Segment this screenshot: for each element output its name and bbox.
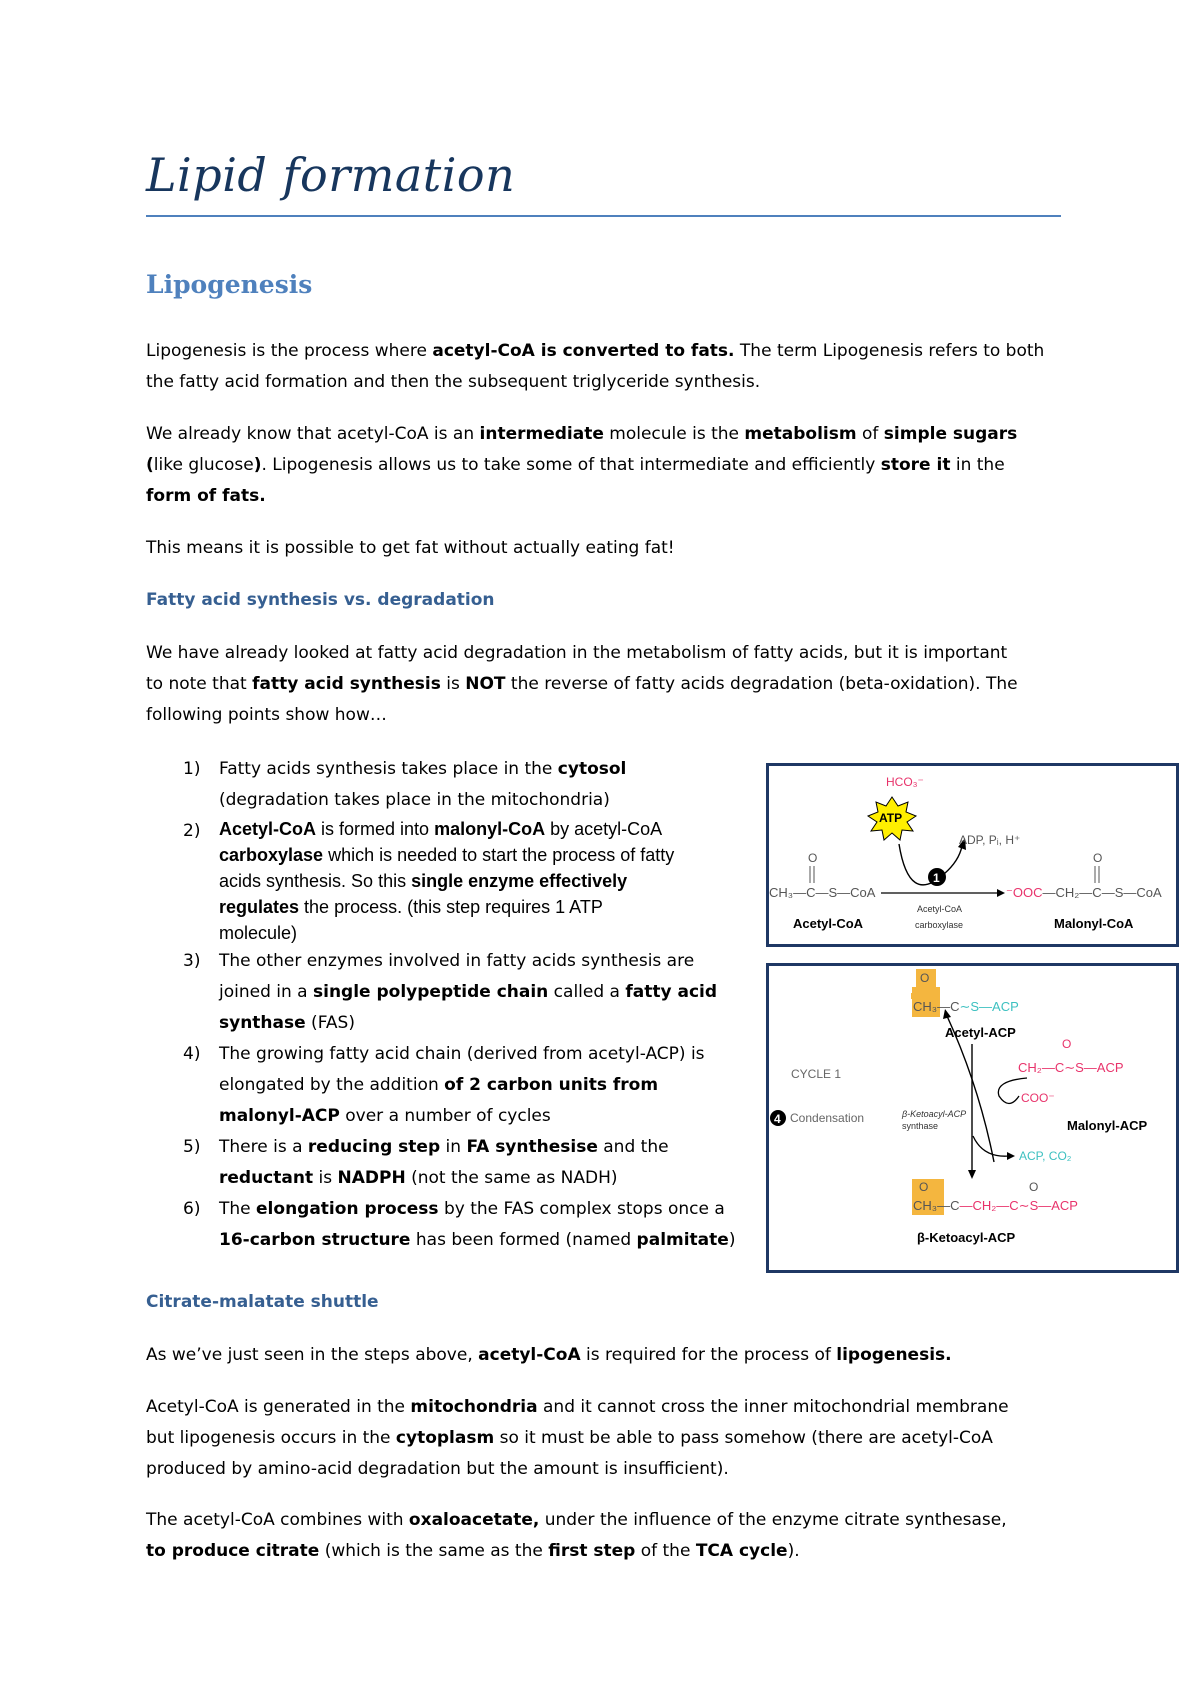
ketoacyl-acp-formula: CH₃—C—CH₂—C∼S—ACP [913, 1198, 1078, 1213]
paragraph-fat-without-fat [146, 533, 1061, 564]
text-line [219, 1132, 746, 1163]
text-line [219, 754, 746, 785]
bold-text-run: ( [146, 455, 154, 475]
text-run: called a [548, 982, 626, 1002]
acetyl-coa-label: Acetyl-CoA [793, 916, 864, 931]
acetyl-acp-label: Acetyl-ACP [945, 1025, 1016, 1040]
list-item-text [219, 754, 746, 816]
condensation-cycle-figure [766, 963, 1179, 1273]
text-run: the reverse of fatty acids degradation (beta-oxidation). The [505, 674, 1018, 694]
text-line [146, 367, 1061, 398]
text-run: in the [950, 455, 1005, 475]
products-label: ADP, Pᵢ, H⁺ [959, 833, 1021, 847]
acp-co2-label: ACP, CO₂ [1019, 1149, 1072, 1163]
text-run: There is a [219, 1137, 308, 1157]
text-line [219, 1070, 746, 1101]
text-line [219, 1101, 746, 1132]
text-line [146, 1392, 1061, 1423]
arrowhead-icon [968, 1170, 976, 1179]
text-run: but lipogenesis occurs in the [146, 1428, 396, 1448]
bold-text-run: single polypeptide chain [313, 982, 549, 1002]
text-run: the fatty acid formation and then the subsequent triglyceride synthesis. [146, 372, 761, 392]
atp-label: ATP [879, 811, 903, 825]
text-run: Lipogenesis is the process where [146, 341, 433, 361]
text-run: We have already looked at fatty acid degradation in the metabolism of fatty acids, but it is important [146, 643, 1008, 663]
text-line [146, 669, 1061, 700]
hco3-label: HCO₃⁻ [886, 775, 924, 789]
acetyl-coa-carboxylase-figure [766, 763, 1179, 947]
text-line [219, 842, 746, 868]
text-run: The term Lipogenesis refers to both [734, 341, 1045, 361]
text-line [146, 450, 1061, 481]
bold-text-run: fatty acid synthesis [252, 674, 441, 694]
text-run: Fatty acids synthesis takes place in the [219, 759, 558, 779]
bold-text-run: single enzyme effectively [411, 871, 628, 891]
text-run: molecule) [219, 923, 298, 943]
carboxylate-label: COO⁻ [1021, 1091, 1055, 1105]
text-run: (FAS) [305, 1013, 355, 1033]
acetyl-oxygen-label: O [808, 851, 818, 865]
list-item-number: 4) [183, 1044, 201, 1064]
text-run: to note that [146, 674, 253, 694]
ketoacyl-acp-label: β-Ketoacyl-ACP [917, 1230, 1016, 1245]
text-line [219, 1194, 746, 1225]
text-line [146, 419, 1061, 450]
text-run: We already know that acetyl-CoA is an [146, 424, 480, 444]
paragraph-acetyl-coa-required [146, 1340, 1061, 1371]
text-run: As we’ve just seen in the steps above, [146, 1345, 479, 1365]
bold-text-run: NOT [465, 674, 506, 694]
text-run: is [440, 674, 466, 694]
text-run: has been formed (named [410, 1230, 637, 1250]
paragraph-citrate-production [146, 1505, 1061, 1567]
text-run: The [219, 1199, 257, 1219]
bold-text-run: oxaloacetate, [408, 1510, 540, 1530]
text-line [219, 946, 746, 977]
text-line [146, 481, 1061, 512]
list-item-number: 1) [183, 759, 201, 779]
text-run: and the [597, 1137, 669, 1157]
text-run: This means it is possible to get fat without actually eating fat! [146, 538, 675, 558]
synthase-label-line2: synthase [902, 1121, 939, 1131]
text-line [146, 1505, 1061, 1536]
section-heading-lipogenesis: Lipogenesis [146, 270, 313, 299]
text-run: in [440, 1137, 467, 1157]
text-run: acids synthesis. So this [219, 871, 412, 891]
list-item-text [219, 816, 746, 946]
bold-text-run: lipogenesis. [836, 1345, 952, 1365]
text-run: and it cannot cross the inner mitochondrial membrane [537, 1397, 1009, 1417]
carboxylase-diagram [769, 766, 1176, 944]
text-line [219, 920, 746, 946]
bold-text-run: mitochondria [410, 1397, 538, 1417]
text-run: so it must be able to pass somehow (there are acetyl-CoA [494, 1428, 993, 1448]
acetyl-coa-formula: CH₃—C—S—CoA [769, 885, 876, 900]
text-run: which is needed to start the process of fatty [323, 845, 675, 865]
bold-text-run: malonyl-ACP [219, 1106, 340, 1126]
list-item [146, 816, 746, 946]
list-item-text [219, 1132, 746, 1194]
bold-text-run: cytosol [557, 759, 627, 779]
text-run: . Lipogenesis allows us to take some of that intermediate and efficiently [261, 455, 881, 475]
text-run: elongated by the addition [219, 1075, 445, 1095]
text-run: The other enzymes involved in fatty acids synthesis are [219, 951, 695, 971]
text-run: by the FAS complex stops once a [438, 1199, 725, 1219]
arrowhead-icon [997, 889, 1005, 897]
text-run: of the [635, 1541, 696, 1561]
text-run: by acetyl-CoA [545, 819, 663, 839]
list-item-number: 3) [183, 951, 201, 971]
text-run: following points show how… [146, 705, 387, 725]
text-line [219, 1039, 746, 1070]
list-item-number: 5) [183, 1137, 201, 1157]
bold-text-run: acetyl-CoA is converted to fats. [432, 341, 735, 361]
bold-text-run: cytoplasm [395, 1428, 495, 1448]
malonyl-coa-formula: ⁻OOC—CH₂—C—S—CoA [1006, 885, 1162, 900]
text-run: (which is the same as the [319, 1541, 549, 1561]
document-title: Lipid formation [146, 148, 516, 202]
condensation-label: Condensation [790, 1111, 865, 1125]
ketoacyl-oxygen-2: O [1029, 1180, 1039, 1194]
bold-text-run: palmitate [636, 1230, 729, 1250]
text-line [219, 1225, 746, 1256]
list-item [146, 1039, 746, 1132]
text-line [146, 336, 1061, 367]
text-run: of [856, 424, 884, 444]
enzyme-label-line1: Acetyl-CoA [917, 904, 963, 914]
text-line [219, 1163, 746, 1194]
bold-text-run: regulates [219, 897, 300, 917]
bold-text-run: FA synthesise [466, 1137, 598, 1157]
bold-text-run: store it [880, 455, 951, 475]
bold-text-run: synthase [219, 1013, 306, 1033]
text-line [219, 977, 746, 1008]
title-underline [146, 215, 1061, 217]
bold-text-run: Acetyl-CoA [219, 819, 317, 839]
text-line [146, 638, 1061, 669]
text-line [146, 1340, 1061, 1371]
list-item-text [219, 946, 746, 1039]
text-run: is formed into [316, 819, 435, 839]
text-line [146, 1536, 1061, 1567]
text-run: like glucose [153, 455, 254, 475]
bold-text-run: NADPH [337, 1168, 406, 1188]
text-line [146, 1454, 1061, 1485]
text-line [146, 1423, 1061, 1454]
text-line [146, 533, 1061, 564]
list-item [146, 754, 746, 816]
acetyl-acp-oxygen: O [920, 971, 930, 985]
malonyl-acp-label: Malonyl-ACP [1067, 1118, 1148, 1133]
bold-text-run: fatty acid [625, 982, 718, 1002]
list-item [146, 1132, 746, 1194]
text-run: ). [787, 1541, 800, 1561]
list-item-number: 2) [183, 821, 201, 841]
list-item [146, 946, 746, 1039]
cycle-label: CYCLE 1 [791, 1067, 842, 1081]
bold-text-run: reducing step [307, 1137, 441, 1157]
malonyl-acp-oxygen: O [1062, 1037, 1072, 1051]
bold-text-run: malonyl-CoA [434, 819, 546, 839]
paragraph-mitochondria-cytoplasm [146, 1392, 1061, 1485]
bold-text-run: 16-carbon structure [219, 1230, 411, 1250]
bold-text-run: elongation process [256, 1199, 439, 1219]
bold-text-run: acetyl-CoA [478, 1345, 581, 1365]
text-run: is required for the process of [580, 1345, 837, 1365]
paragraph-acetyl-coa-intermediate [146, 419, 1061, 512]
text-line [219, 894, 746, 920]
malonyl-acp-formula: CH₂—C∼S—ACP [1018, 1060, 1124, 1075]
bold-text-run: reductant [219, 1168, 314, 1188]
ketoacyl-oxygen-1: O [919, 1180, 929, 1194]
subheading-citrate-malatate-shuttle: Citrate-malatate shuttle [146, 1292, 379, 1312]
text-run: under the influence of the enzyme citrate synthesase, [539, 1510, 1007, 1530]
paragraph-lipogenesis-definition [146, 336, 1061, 398]
bold-text-run: carboxylase [219, 845, 324, 865]
bold-text-run: simple sugars [883, 424, 1018, 444]
malonyl-coa-label: Malonyl-CoA [1054, 916, 1134, 931]
bold-text-run: to produce citrate [146, 1541, 320, 1561]
text-line [219, 1008, 746, 1039]
bold-text-run: metabolism [744, 424, 857, 444]
bold-text-run: form of fats. [146, 486, 266, 506]
bold-text-run: first step [548, 1541, 636, 1561]
list-item-text [219, 1039, 746, 1132]
text-run: The acetyl-CoA combines with [146, 1510, 409, 1530]
step-1-number: 1 [933, 871, 940, 885]
step-4-number: 4 [774, 1112, 781, 1126]
bold-text-run: of 2 carbon units from [444, 1075, 659, 1095]
text-run: The growing fatty acid chain (derived from acetyl-ACP) is [219, 1044, 705, 1064]
text-run: (degradation takes place in the mitochondria) [219, 790, 610, 810]
paragraph-not-reverse [146, 638, 1061, 731]
text-run: (not the same as NADH) [405, 1168, 618, 1188]
text-run: over a number of cycles [339, 1106, 551, 1126]
enzyme-label-line2: carboxylase [915, 920, 964, 930]
text-line [219, 816, 746, 842]
acetyl-acp-formula: CH₃—C∼S—ACP [913, 999, 1019, 1014]
text-line [219, 785, 746, 816]
text-run: Acetyl-CoA is generated in the [146, 1397, 411, 1417]
text-run: is [313, 1168, 338, 1188]
bold-text-run: intermediate [479, 424, 604, 444]
text-line [146, 700, 1061, 731]
synthase-label-line1: β-Ketoacyl-ACP [902, 1109, 967, 1119]
text-run: the process. (this step requires 1 ATP [299, 897, 603, 917]
text-run: produced by amino-acid degradation but the amount is insufficient). [146, 1459, 729, 1479]
bold-text-run: ) [253, 455, 262, 475]
list-item [146, 1194, 746, 1256]
text-run: joined in a [219, 982, 313, 1002]
text-line [219, 868, 746, 894]
text-run: ) [728, 1230, 736, 1250]
subheading-synthesis-vs-degradation: Fatty acid synthesis vs. degradation [146, 590, 495, 610]
arrowhead-icon [1007, 1152, 1015, 1160]
condensation-diagram [769, 966, 1176, 1270]
malonyl-oxygen-label: O [1093, 851, 1103, 865]
text-run: molecule is the [603, 424, 745, 444]
bold-text-run: TCA cycle [695, 1541, 788, 1561]
list-item-number: 6) [183, 1199, 201, 1219]
synthesis-points-list [146, 754, 746, 1256]
list-item-text [219, 1194, 746, 1256]
